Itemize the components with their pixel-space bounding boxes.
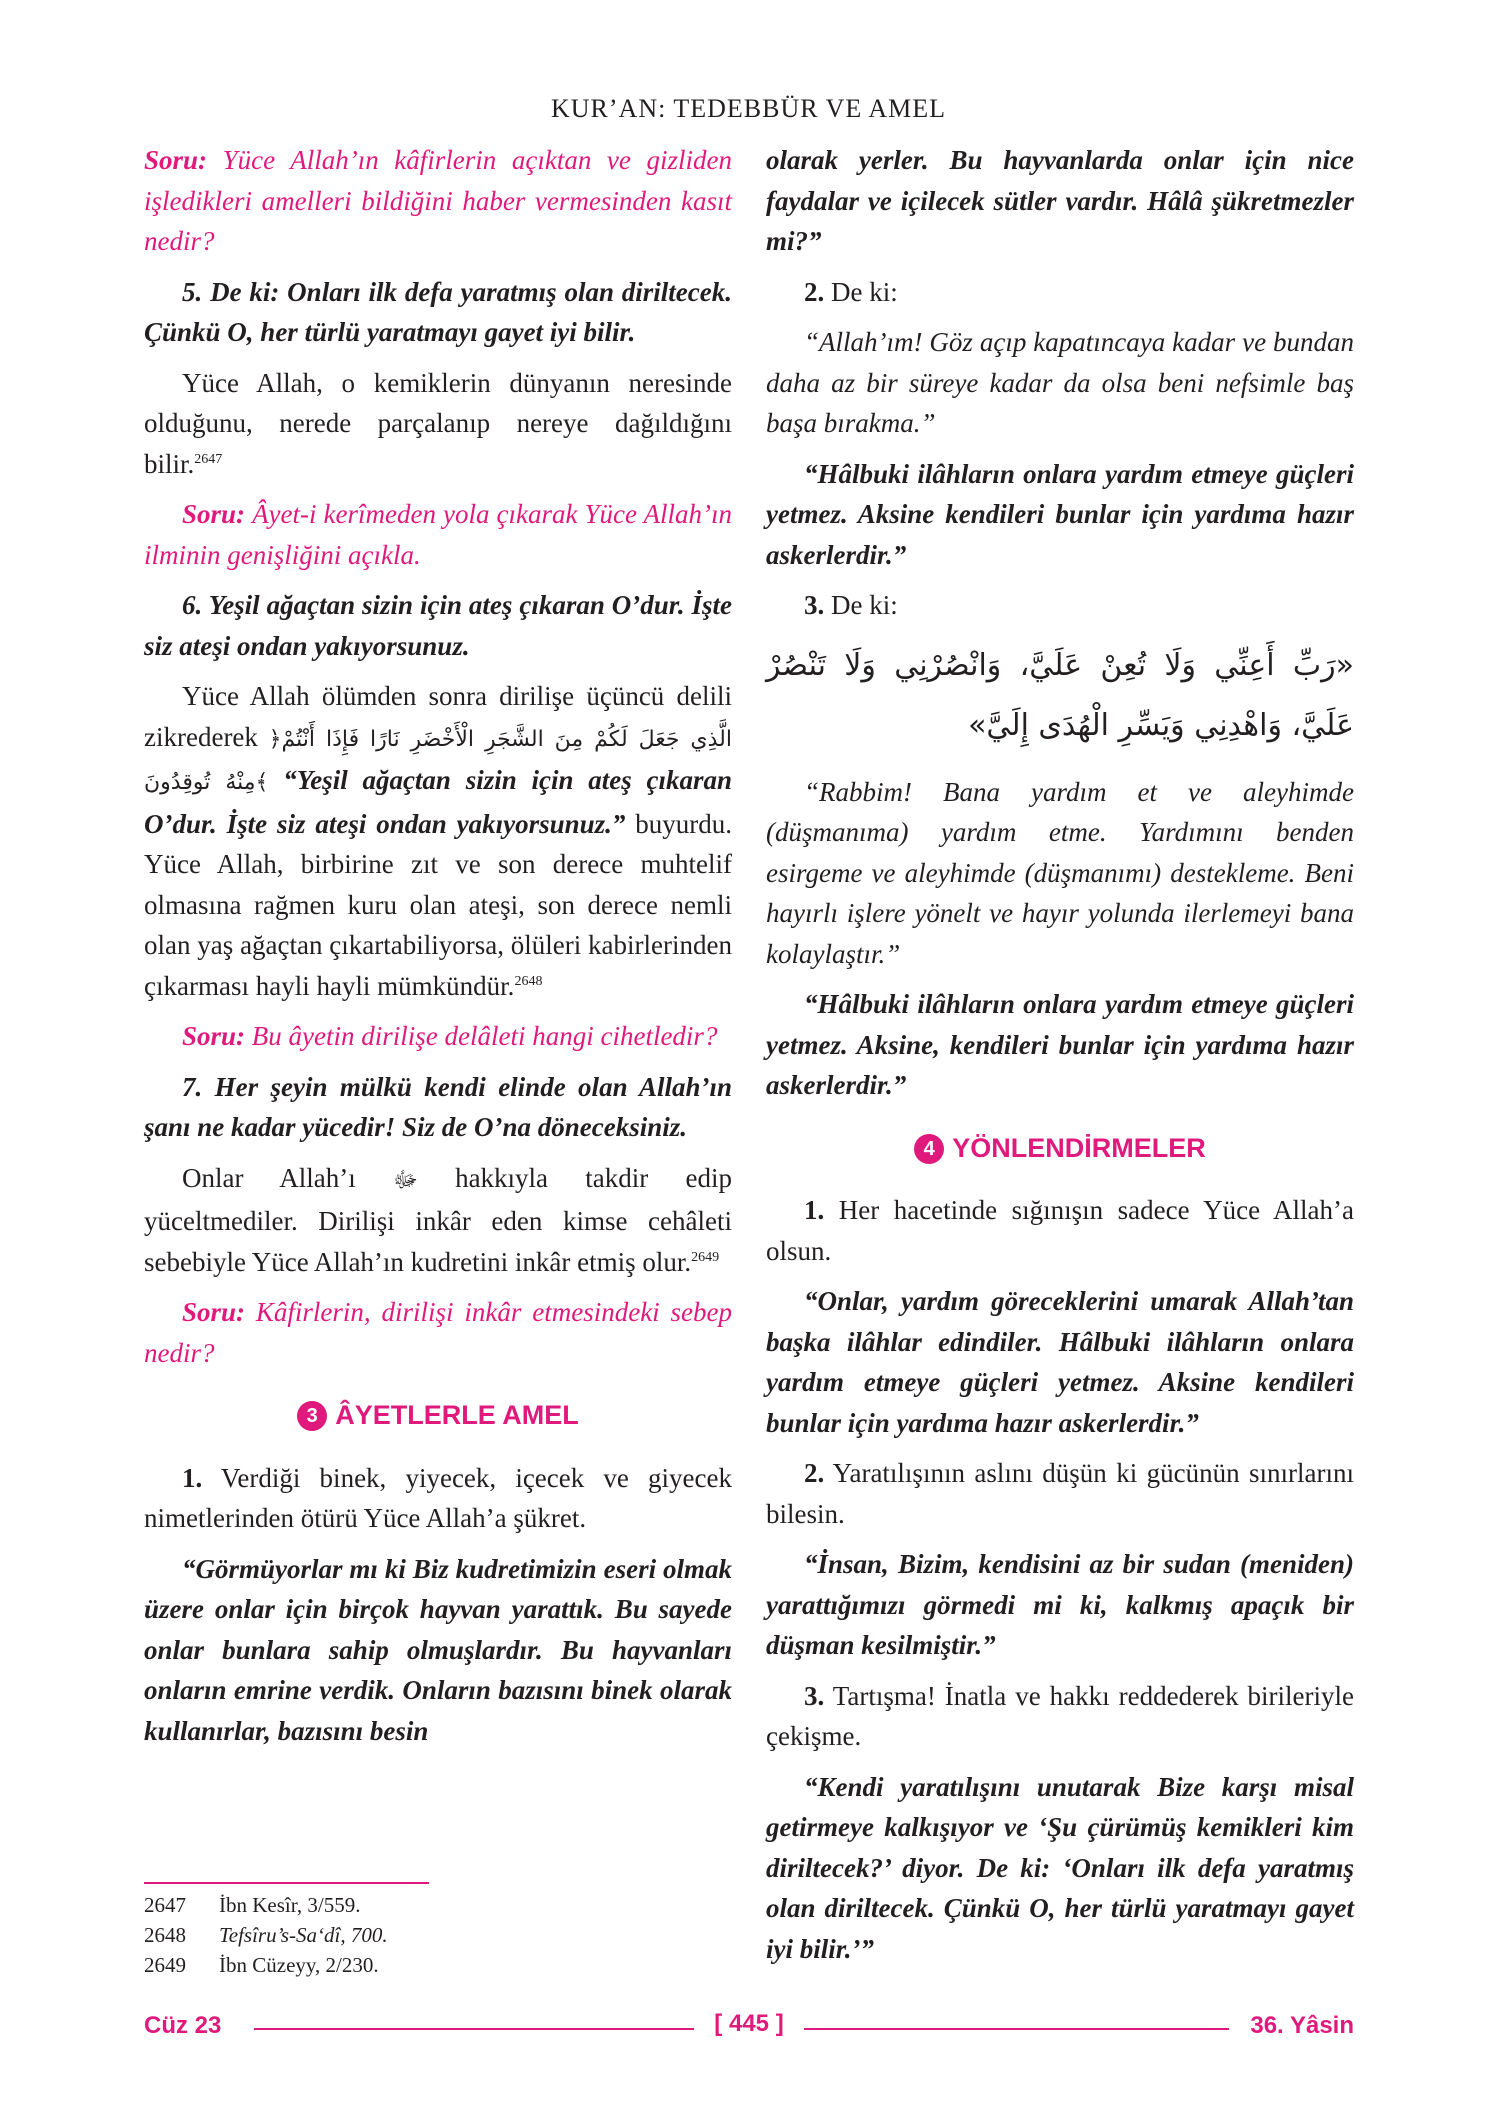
paragraph: Onlar Allah’ı ﷻ hakkıyla takdir edip yüceltmediler. Dirilişi inkâr eden kimse cehâleti sebebiyle Yüce Allah’ın kudretini inkâr etmiş olur.$^{2649}$ <box>144 1162 732 1277</box>
footnotes <box>144 1882 732 1980</box>
section-heading: 4 YÖNLENDİRMELER <box>766 1128 1354 1169</box>
footnote-ref: 2647 <box>194 451 223 467</box>
numbered-item: 3. De ki: <box>804 590 898 620</box>
verse-quote: “Hâlbuki ilâhların onlara yardım etmeye güçleri yetmez. Aksine, kendileri bunlar için yardıma hazır askerlerdir.” <box>766 989 1354 1100</box>
verse-quote: “Görmüyorlar mı ki Biz kudretimizin eseri olmak üzere onlar için birçok hayvan yarattık. Bu sayede onlar bunlara sahip olmuşlardır. Bu hayvanları onların emrine verdik. Onların bazısını binek olarak kullanırlar, bazısını besin <box>144 1553 732 1746</box>
juz-label: Cüz 23 <box>144 2012 222 2039</box>
running-header: KUR’AN: TEDEBBÜR VE AMEL <box>551 94 946 123</box>
verse-heading: 6. Yeşil ağaçtan sizin için ateş çıkaran O’dur. İşte siz ateşi ondan yakıyorsunuz. <box>144 590 732 661</box>
numbered-item: 2. Yaratılışının aslını düşün ki gücünün sınırlarını bilesin. <box>766 1458 1354 1529</box>
arabic-prayer: «رَبِّ أَعِنِّي وَلَا تُعِنْ عَلَيَّ، وَانْصُرْنِي وَلَا تَنْصُرْ عَلَيَّ، وَاهْدِنِي وَيَسِّرِ الْهُدَى إِلَيَّ» <box>766 647 1354 743</box>
footer-rule-right <box>804 2028 1229 2030</box>
verse-quote: “Onlar, yardım göreceklerini umarak Allah’tan başka ilâhlar edindiler. Hâlbuki ilâhların onlara yardım etmeye güçleri yetmez. Aksine kendileri bunlar için yardıma hazır askerlerdir.” <box>766 1286 1354 1438</box>
footnote: 2647 İbn Kesîr, 3/559. <box>144 1893 361 1917</box>
verse-heading: 5. De ki: Onları ilk defa yaratmış olan diriltecek. Çünkü O, her türlü yaratmayı gayet iyi bilir. <box>144 276 732 347</box>
numbered-item: 1. Her hacetinde sığınışın sadece Yüce Allah’a olsun. <box>766 1195 1355 1266</box>
arabic-verse: ﴿الَّذِي جَعَلَ لَكُمْ مِنَ الشَّجَرِ الْأَخْضَرِ نَارًا فَإِذَا أَنْتُمْ مِنْهُ تُوقِدُونَ﴾ <box>144 726 732 795</box>
question: Soru: Bu âyetin dirilişe delâleti hangi cihetledir? <box>182 1021 718 1051</box>
page-number: [ 445 ] <box>714 2010 784 2037</box>
question: Soru: Âyet-i kerîmeden yola çıkarak Yüce Allah’ın ilminin genişliğini açıkla. <box>144 499 733 570</box>
section-number-badge: 4 <box>914 1134 944 1164</box>
right-column <box>766 140 1354 1979</box>
verse-quote: “Kendi yaratılışını unutarak Bize karşı misal getirmeye kalkışıyor ve ‘Şu çürümüş kemikleri kim diriltecek?’ diyor. De ki: ‘Onları ilk defa yaratmış olan diriltecek. Çünkü O, her türlü yaratmayı gayet iyi bilir.’” <box>766 1771 1354 1964</box>
verse-quote: “Hâlbuki ilâhların onlara yardım etmeye güçleri yetmez. Aksine kendileri bunlar için yardıma hazır askerlerdir.” <box>766 458 1354 570</box>
prayer-translation: “Rabbim! Bana yardım et ve aleyhimde (düşmanıma) yardım etme. Yardımını benden esirgeme ve aleyhimde (düşmanımı) destekleme. Beni hayırlı işlere yönelt ve hayır yolunda ilerlemeyi bana kolaylaştır.” <box>766 776 1354 969</box>
verse-quote: olarak yerler. Bu hayvanlarda onlar için nice faydalar ve içilecek sütler vardır. Hâlâ şükretmezler mi?” <box>766 145 1354 256</box>
jalla-jalaluhu-glyph: ﷻ <box>392 1167 418 1193</box>
verse-quote: “İnsan, Bizim, kendisini az bir sudan (meniden) yarattığımızı görmedi mi ki, kalkmış apaçık bir düşman kesilmiştir.” <box>766 1549 1354 1660</box>
footnote: 2649 İbn Cüzeyy, 2/230. <box>144 1953 379 1977</box>
section-heading: 3 ÂYETLERLE AMEL <box>144 1395 732 1436</box>
surah-label: 36. Yâsin <box>1250 2012 1354 2039</box>
paragraph: Yüce Allah, o kemiklerin dünyanın neresinde olduğunu, nerede parçalanıp nereye dağıldığını bilir.$^{2647}$ <box>144 367 732 479</box>
footnote-ref: 2649 <box>691 1249 720 1265</box>
question: Soru: Kâfirlerin, dirilişi inkâr etmesindeki sebep nedir? <box>144 1297 733 1368</box>
prayer-translation: “Allah’ım! Göz açıp kapatıncaya kadar ve bundan daha az bir süreye kadar da olsa beni nefsimle baş başa bırakma.” <box>766 327 1354 438</box>
question: Soru: Yüce Allah’ın kâfirlerin açıktan ve gizliden işledikleri amelleri bildiğini haber vermesinden kasıt nedir? <box>144 145 732 256</box>
paragraph: Yüce Allah ölümden sonra dirilişe üçüncü delili zikrederek ﴿الَّذِي جَعَلَ لَكُمْ مِنَ الشَّجَرِ الْأَخْضَرِ نَارًا فَإِذَا أَنْتُمْ مِنْهُ تُوقِدُونَ﴾ “Yeşil ağaçtan sizin için ateş çıkaran O’dur. İşte siz ateşi ondan yakıyorsunuz.” buyurdu. Yüce Allah, birbirine zıt ve son derece muhtelif olmasına rağmen kuru olan ateşi, son derece nemli olan yaş ağaçtan çıkartabiliyorsa, ölüleri kabirlerinden çıkarması hayli hayli mümkündür.$^{2648}$ <box>144 681 732 1001</box>
left-column <box>144 140 732 1761</box>
page-footer <box>144 2012 1354 2046</box>
footnote: 2648 Tefsîru’s-Sa‘dî, 700. <box>144 1923 388 1947</box>
numbered-item: 1. Verdiği binek, yiyecek, içecek ve giyecek nimetlerinden ötürü Yüce Allah’a şükret. <box>144 1462 732 1533</box>
footer-rule-left <box>254 2028 694 2030</box>
verse-heading: 7. Her şeyin mülkü kendi elinde olan Allah’ın şanı ne kadar yücedir! Siz de O’na döneceksiniz. <box>144 1071 732 1142</box>
section-number-badge: 3 <box>297 1401 327 1431</box>
footnote-rule <box>144 1882 429 1884</box>
numbered-item: 3. Tartışma! İnatla ve hakkı reddederek birileriyle çekişme. <box>766 1680 1354 1751</box>
footnote-ref: 2648 <box>514 973 543 989</box>
numbered-item: 2. De ki: <box>804 276 898 307</box>
